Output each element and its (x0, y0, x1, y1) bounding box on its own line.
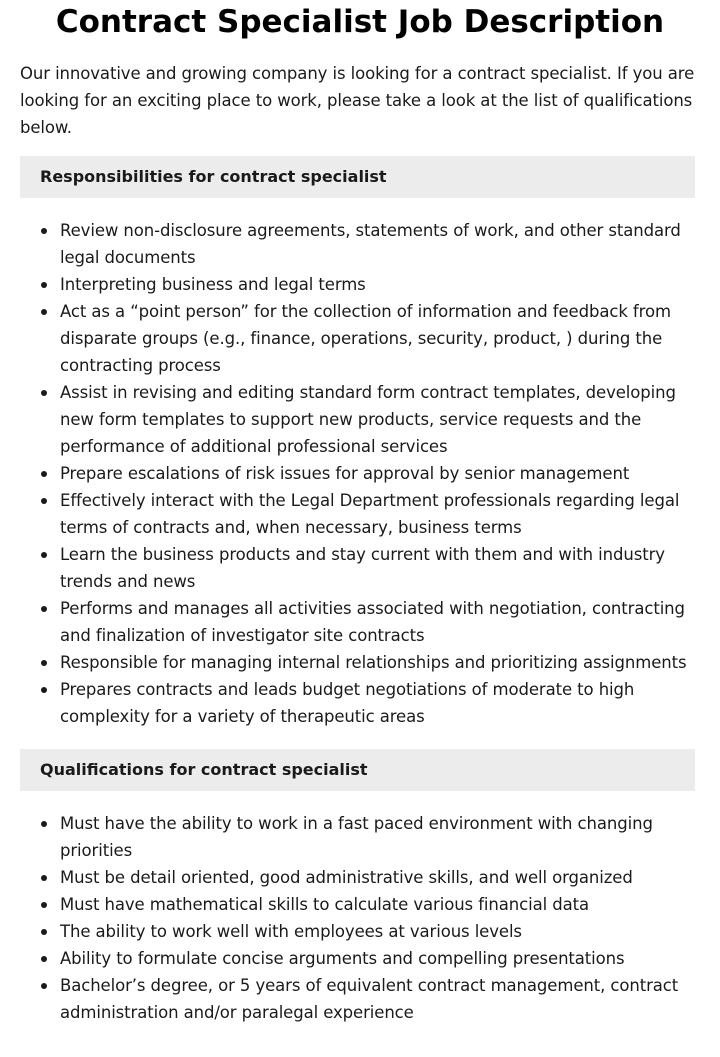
list-item: Bachelor’s degree, or 5 years of equivalent contract management, contract administration and/or paralegal experience (20, 972, 700, 1026)
qualifications-list (20, 810, 700, 1026)
list-item: Prepare escalations of risk issues for approval by senior management (20, 460, 700, 487)
list-item: Interpreting business and legal terms (20, 271, 700, 298)
intro-paragraph: Our innovative and growing company is looking for a contract specialist. If you are looking for an exciting place to work, please take a look at the list of qualifications below. (20, 64, 695, 137)
list-item: Effectively interact with the Legal Department professionals regarding legal terms of contracts and, when necessary, business terms (20, 487, 700, 541)
list-item: Assist in revising and editing standard form contract templates, developing new form templates to support new products, service requests and the performance of additional professional services (20, 379, 700, 460)
qualifications-heading: Qualifications for contract specialist (20, 749, 695, 791)
page-title: Contract Specialist Job Description (55, 4, 665, 40)
list-item: Act as a “point person” for the collection of information and feedback from disparate groups (e.g., finance, operations, security, product, ) during the contracting process (20, 298, 700, 379)
list-item: Performs and manages all activities associated with negotiation, contracting and finalization of investigator site contracts (20, 595, 700, 649)
list-item: Must have the ability to work in a fast paced environment with changing priorities (20, 810, 700, 864)
list-item: Must have mathematical skills to calculate various financial data (20, 891, 700, 918)
list-item: Review non-disclosure agreements, statements of work, and other standard legal documents (20, 217, 700, 271)
list-item: Prepares contracts and leads budget negotiations of moderate to high complexity for a variety of therapeutic areas (20, 676, 700, 730)
list-item: Ability to formulate concise arguments and compelling presentations (20, 945, 700, 972)
list-item: Must be detail oriented, good administrative skills, and well organized (20, 864, 700, 891)
responsibilities-list (20, 217, 700, 730)
list-item: The ability to work well with employees at various levels (20, 918, 700, 945)
responsibilities-heading: Responsibilities for contract specialist (20, 156, 695, 198)
list-item: Learn the business products and stay current with them and with industry trends and news (20, 541, 700, 595)
list-item: Responsible for managing internal relationships and prioritizing assignments (20, 649, 700, 676)
